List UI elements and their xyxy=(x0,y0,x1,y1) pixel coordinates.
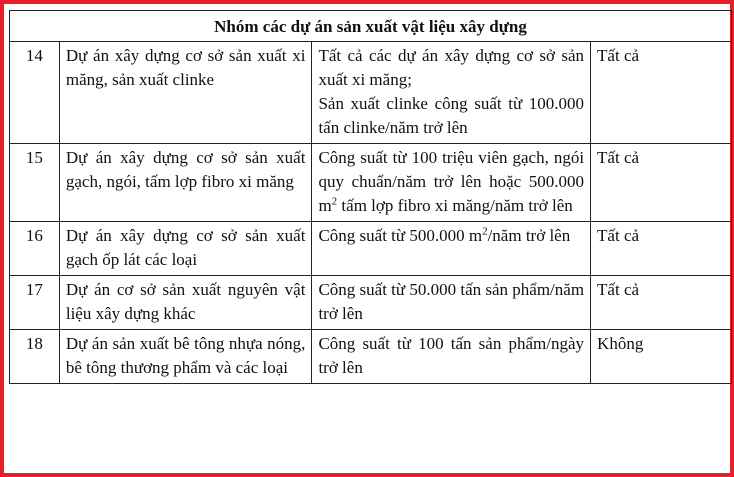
superscript: 2 xyxy=(482,225,488,238)
project-scale xyxy=(312,144,591,222)
scale-line: Sản xuất clinke công suất từ 100.000 tấn clinke/năm trở lên xyxy=(318,94,585,137)
requirement: Tất cả xyxy=(591,42,732,144)
project-name: Dự án xây dựng cơ sở sản xuất gạch, ngói, tấm lợp fibro xi măng xyxy=(59,144,312,222)
scale-text: Công suất từ 100 triệu viên gạch, ngói quy chuẩn/năm trở lên hoặc 500.000 m xyxy=(318,148,585,215)
table-row xyxy=(10,330,732,384)
project-table xyxy=(9,10,732,384)
row-number: 15 xyxy=(10,144,60,222)
table-header-row xyxy=(10,11,732,42)
project-scale: Công suất từ 50.000 tấn sản phẩm/năm trở lên xyxy=(312,276,591,330)
row-number: 16 xyxy=(10,222,60,276)
scale-text: tấm lợp fibro xi măng/năm trở lên xyxy=(337,196,573,215)
group-header: Nhóm các dự án sản xuất vật liệu xây dựng xyxy=(10,11,732,42)
project-name: Dự án cơ sở sản xuất nguyên vật liệu xây dựng khác xyxy=(59,276,312,330)
project-name: Dự án xây dựng cơ sở sản xuất gạch ốp lát các loại xyxy=(59,222,312,276)
table-row xyxy=(10,276,732,330)
requirement: Tất cả xyxy=(591,276,732,330)
project-name: Dự án sản xuất bê tông nhựa nóng, bê tông thương phẩm và các loại xyxy=(59,330,312,384)
requirement: Tất cả xyxy=(591,144,732,222)
requirement: Không xyxy=(591,330,732,384)
project-scale xyxy=(312,42,591,144)
requirement: Tất cả xyxy=(591,222,732,276)
table-row xyxy=(10,42,732,144)
project-scale xyxy=(312,222,591,276)
row-number: 18 xyxy=(10,330,60,384)
scale-text: /năm trở lên xyxy=(487,226,571,245)
row-number: 17 xyxy=(10,276,60,330)
row-number: 14 xyxy=(10,42,60,144)
superscript: 2 xyxy=(331,195,338,208)
project-scale: Công suất từ 100 tấn sản phẩm/ngày trở lên xyxy=(312,330,591,384)
table-row xyxy=(10,144,732,222)
project-name: Dự án xây dựng cơ sở sản xuất xi măng, sản xuất clinke xyxy=(59,42,312,144)
table-row xyxy=(10,222,732,276)
scale-text: Công suất từ 500.000 m xyxy=(318,226,483,245)
scale-line: Tất cả các dự án xây dựng cơ sở sản xuất xi măng; xyxy=(318,46,585,89)
